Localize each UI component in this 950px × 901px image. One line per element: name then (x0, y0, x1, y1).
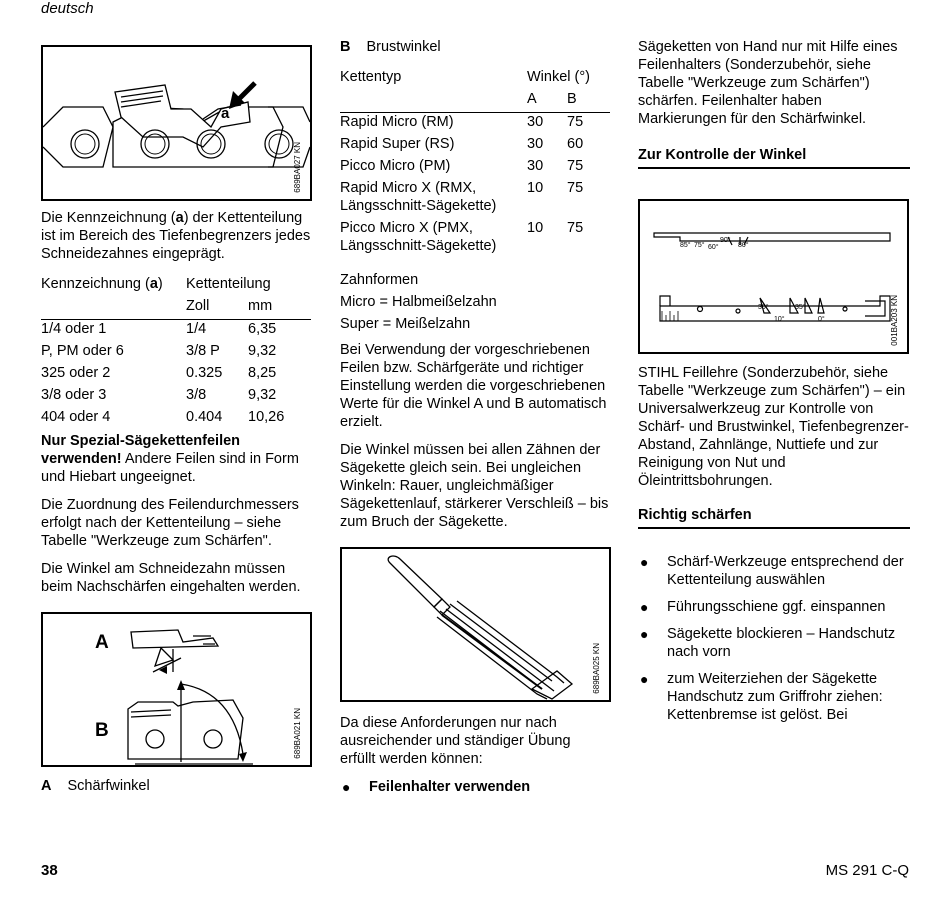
table-row: 1/4 oder 1 1/4 6,35 (41, 321, 277, 337)
pitch-table (41, 275, 311, 430)
chain-pitch-figure (41, 45, 312, 201)
file-holder-illustration (342, 549, 609, 700)
col-header-mm: mm (248, 297, 311, 320)
bullet-dot: ● (640, 599, 649, 615)
col-header-inch: Zoll (186, 297, 248, 320)
section-heading-b: B Brustwinkel (340, 39, 441, 55)
equal-angles-paragraph: Die Winkel müssen bei allen Zähnen der Sägekette gleich sein. Bei ungleichen Winkeln: Rauer, ungleichmäßiger Sägekettenlauf, stärkerer Verschleiß – bis zum Bruch der Sägekette. (340, 442, 609, 530)
language-label: deutsch (41, 0, 94, 17)
table-row: P, PM oder 6 3/8 P 9,32 (41, 343, 277, 359)
figure-code: 689BA025 KN (592, 643, 601, 694)
table-row: 3/8 oder 3 3/8 9,32 (41, 387, 277, 403)
bullet-item: ● zum Weiterziehen der Sägekette Handschutz zum Griffrohr ziehen: Kettenbremse ist gelöst. Bei (640, 671, 883, 723)
figure-code: 001BA203 KN (890, 295, 899, 346)
col-header-b: B (567, 90, 610, 113)
file-gauge-illustration (640, 201, 907, 352)
callout-a: a (221, 105, 230, 122)
column-1 (41, 45, 311, 805)
gauge-label: 10° (774, 316, 785, 323)
angles-figure (41, 612, 312, 767)
practice-paragraph: Da diese Anforderungen nur nach ausreichender und ständiger Übung erfüllt werden können: (340, 715, 571, 767)
file-diameter-paragraph: Die Zuordnung des Feilendurchmessers erfolgt nach der Kettenteilung – siehe Tabelle "Werkzeuge zum Schärfen". (41, 497, 299, 549)
table-row: Rapid Super (RS) 30 60 (340, 136, 584, 152)
col-header-a: A (527, 90, 567, 113)
tooth-forms: Zahnformen Micro = Halbmeißelzahn Super = Meißelzahn (340, 272, 497, 332)
col-header-chain-type: Kettentyp (340, 69, 402, 85)
label-b: B (95, 720, 109, 741)
table-row: Picco Micro X (PMX, Längsschnitt-Sägekette) 10 75 (340, 220, 584, 254)
tooth-angles-illustration (43, 614, 310, 765)
bullet-item: ● Schärf-Werkzeuge entsprechend der Kettenteilung auswählen (640, 554, 904, 588)
bullet-dot: ● (342, 779, 351, 795)
gauge-label: 80° (738, 242, 749, 249)
bullet-item: ● Feilenhalter verwenden (342, 779, 531, 795)
special-files-paragraph: Nur Spezial-Sägekettenfeilen verwenden! Andere Feilen sind in Form und Hiebart ungeeignet. (41, 433, 299, 485)
chain-illustration (43, 47, 310, 199)
column-2 (340, 38, 610, 805)
bullet-dot: ● (640, 554, 649, 570)
gauge-label: 60° (708, 244, 719, 251)
angles-paragraph: Die Winkel am Schneidezahn müssen beim Nachschärfen eingehalten werden. (41, 561, 301, 595)
file-holder-figure (340, 547, 611, 702)
column-3 (638, 38, 910, 733)
pitch-marking-paragraph: Die Kennzeichnung (a) der Kettenteilung ist im Bereich des Tiefenbegrenzers jedes Schneidezahnes eingeprägt. (41, 210, 311, 262)
file-gauge-figure (638, 199, 909, 354)
table-row: 325 oder 2 0.325 8,25 (41, 365, 277, 381)
table-row: 404 oder 4 0.404 10,26 (41, 409, 285, 425)
gauge-label: 90° (720, 237, 731, 244)
bullet-dot: ● (640, 671, 649, 687)
bullet-item: ● Sägekette blockieren – Handschutz nach vorn (640, 626, 896, 660)
sharpen-bullets (638, 553, 910, 724)
col-header-angle: Winkel (°) (527, 69, 590, 85)
figure-code: 689BA021 KN (293, 708, 302, 759)
bullet-dot: ● (640, 626, 649, 642)
section-heading-control: Zur Kontrolle der Winkel (638, 146, 910, 169)
gauge-label: 30° (758, 304, 769, 311)
file-by-hand-paragraph: Sägeketten von Hand nur mit Hilfe eines Feilenhalters (Sonderzubehör, siehe Tabelle "Werkzeuge zum Schärfen") schärfen. Feilenhalter haben Markierungen für den Schärfwinkel. (638, 39, 898, 127)
gauge-label: 85° (680, 242, 691, 249)
label-a: A (95, 632, 109, 653)
angle-table (340, 68, 610, 263)
figure-caption: A Schärfwinkel (41, 778, 150, 794)
section-heading-sharpen: Richtig schärfen (638, 506, 910, 529)
file-gauge-paragraph: STIHL Feillehre (Sonderzubehör, siehe Tabelle "Werkzeuge zum Schärfen") – ein Universalwerkzeug zur Kontrolle von Schärf- und Brustwinkel, Tiefenbegrenzer-Abstand, Zahnlänge, Nuttiefe und zur Reinigung von Nut und Öleintrittsbohrungen. (638, 365, 909, 489)
table-row: Rapid Micro (RM) 30 75 (340, 114, 584, 130)
model-name: MS 291 C-Q (825, 862, 909, 879)
gauge-label: 75° (694, 242, 705, 249)
gauge-label: 35° (795, 304, 806, 311)
table-row: Picco Micro (PM) 30 75 (340, 158, 584, 174)
page-number: 38 (41, 862, 58, 879)
col-header-pitch: Kettenteilung (186, 276, 271, 292)
gauge-label: 0° (818, 316, 825, 323)
col-header-marking: Kennzeichnung (a) (41, 276, 163, 292)
bullet-item: ● Führungsschiene ggf. einspannen (640, 599, 886, 615)
table-row: Rapid Micro X (RMX, Längsschnitt-Sägekette) 10 75 (340, 180, 584, 214)
figure-code: 689BA027 KN (293, 142, 302, 193)
prescribed-files-paragraph: Bei Verwendung der vorgeschriebenen Feilen bzw. Schärfgeräte und richtiger Einstellung werden die vorgeschriebenen Werte für die Winkel A und B automatisch erzielt. (340, 342, 607, 430)
